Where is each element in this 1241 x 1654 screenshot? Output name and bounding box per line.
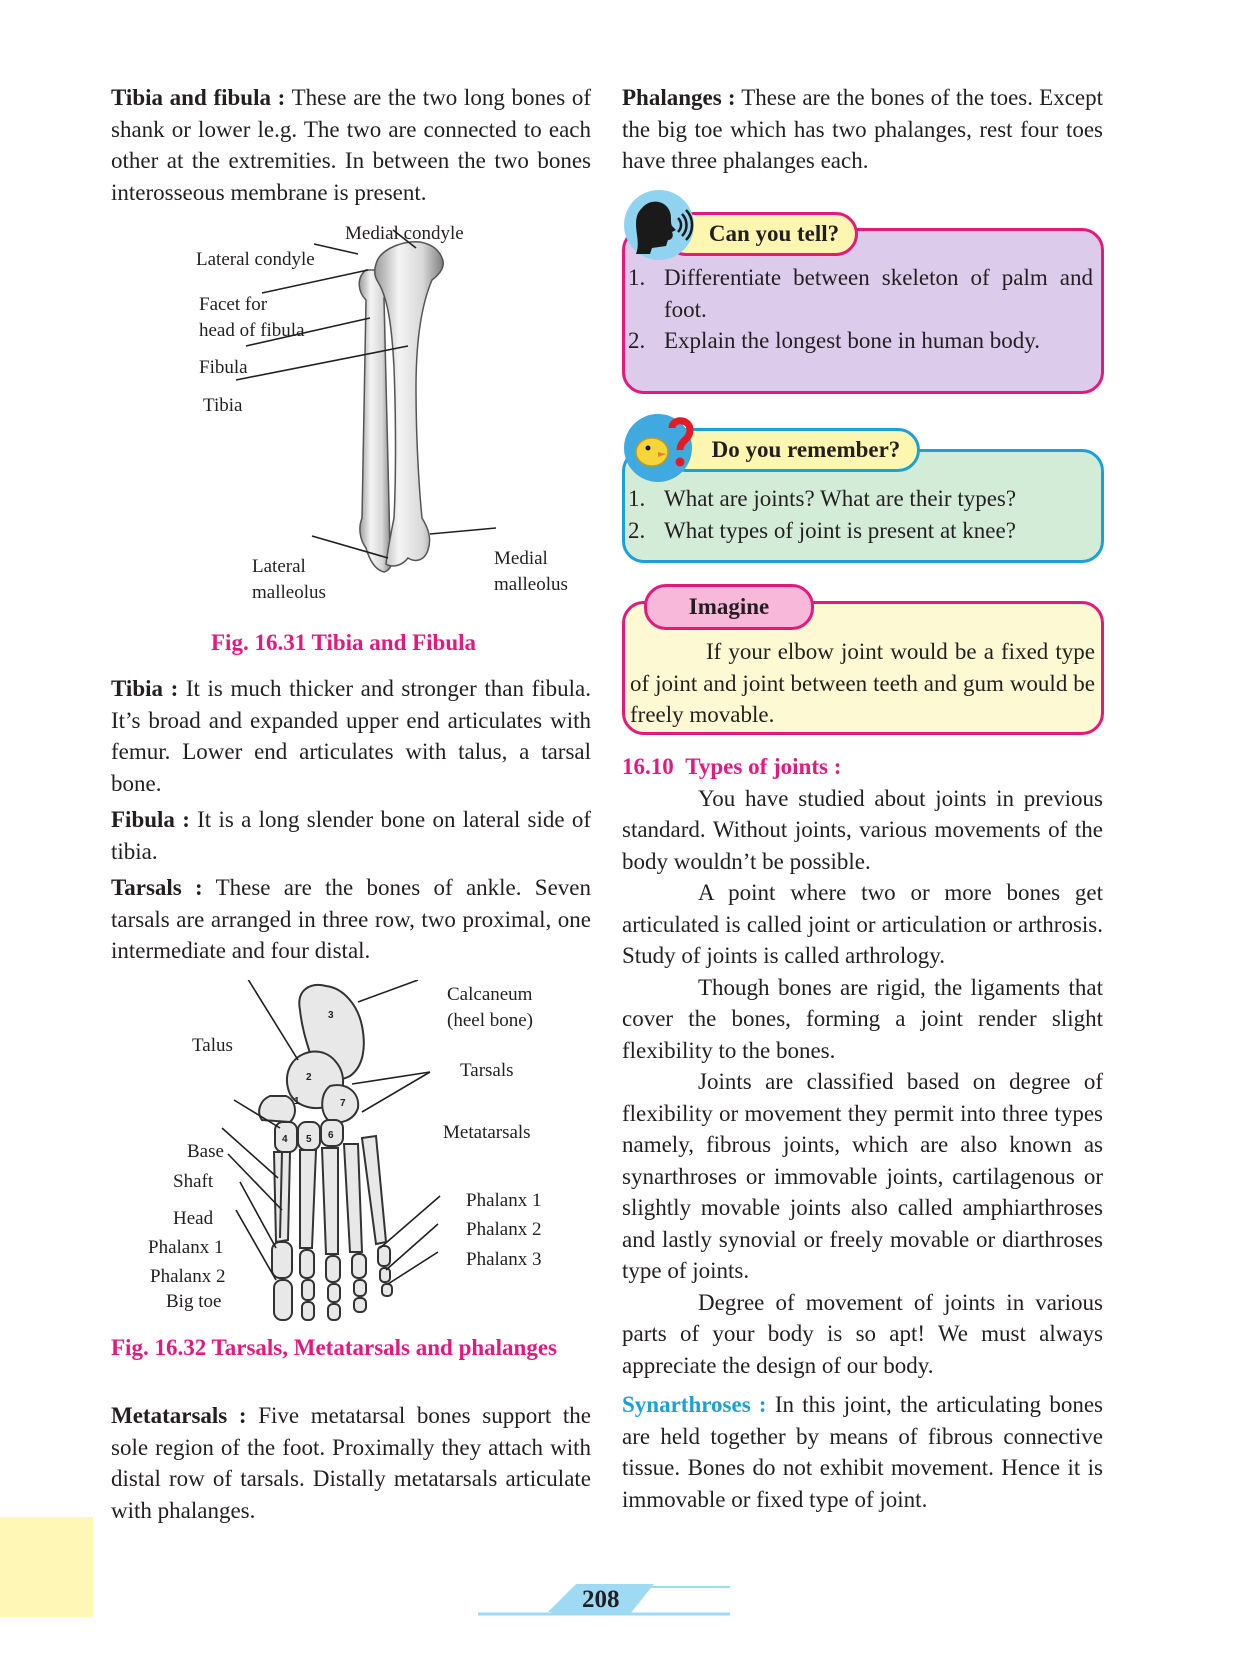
section-paragraph-1: You have studied about joints in previous standard. Without joints, various movements of the body wouldn’t be possible. <box>622 785 1103 874</box>
speaking-head-icon <box>622 188 696 262</box>
paragraph-tarsals: Tarsals : These are the bones of ankle. Seven tarsals are arranged in three row, two proximal, one intermediate and four distal. <box>111 875 591 963</box>
section-heading: 16.10 Types of joints : <box>622 754 842 779</box>
term-tibia-fibula: Tibia and fibula : <box>111 85 286 110</box>
paragraph-tibia-fibula: Tibia and fibula : These are the two long bones of shank or lower le.g. The two are connected to each other at the extremities. In between the two bones interosseous membrane is present. <box>111 85 592 205</box>
label-tibia: Tibia <box>203 395 243 416</box>
bone-number: 7 <box>340 1098 346 1109</box>
bone-number: 2 <box>306 1072 312 1083</box>
bone-number: 6 <box>328 1130 334 1141</box>
label-calcaneum-2: (heel bone) <box>447 1010 533 1031</box>
paragraph-fibula: Fibula : It is a long slender bone on lateral side of tibia. <box>111 807 591 864</box>
label-fibula: Fibula <box>199 357 248 378</box>
figure-caption-16-32: Fig. 16.32 Tarsals, Metatarsals and phalanges <box>111 1335 557 1360</box>
section-paragraph-2: A point where two or more bones get articulated is called joint or articulation or arthrosis. Study of joints is called arthrology. <box>622 880 1103 968</box>
label-shaft: Shaft <box>173 1171 214 1192</box>
label-facet-line2: head of fibula <box>199 320 305 341</box>
label-calcaneum-1: Calcaneum <box>447 984 533 1005</box>
do-you-remember-tab <box>664 428 920 472</box>
paragraph-phalanges: Phalanges : These are the bones of the toes. Except the big toe which has two phalanges, rest four toes have three phalanges each. <box>622 85 1103 173</box>
section-paragraph-5: Degree of movement of joints in various parts of your body is so apt! We must always appreciate the design of our body. <box>622 1289 1103 1378</box>
bone-number: 3 <box>328 1010 334 1021</box>
imagine-tab <box>644 584 814 630</box>
label-medial-malleolus-1: Medial <box>494 548 548 569</box>
label-medial-condyle: Medial condyle <box>345 223 464 244</box>
label-phalanx-2-left: Phalanx 2 <box>150 1266 226 1287</box>
label-big-toe: Big toe <box>166 1291 222 1312</box>
paragraph-metatarsals: Metatarsals : Five metatarsal bones support the sole region of the foot. Proximally they attach with distal row of tarsals. Distally metatarsals articulate with phalanges. <box>111 1403 591 1523</box>
right-column-top <box>622 82 1103 177</box>
chick-question-icon <box>622 410 698 486</box>
bone-number: 1 <box>294 1096 300 1107</box>
label-phalanx-1-right: Phalanx 1 <box>466 1190 542 1211</box>
left-column-middle <box>111 673 591 967</box>
label-lateral-malleolus-2: malleolus <box>252 582 326 603</box>
label-head: Head <box>173 1208 214 1229</box>
label-tarsals: Tarsals <box>460 1060 514 1081</box>
label-base: Base <box>187 1141 224 1162</box>
list-item: 2. What types of joint is present at knee? <box>628 517 1016 543</box>
label-phalanx-1-left: Phalanx 1 <box>148 1237 224 1258</box>
imagine-title: Imagine <box>688 594 770 619</box>
left-column-bottom <box>111 1400 591 1526</box>
bone-number: 5 <box>306 1134 312 1145</box>
left-column-top <box>111 82 591 208</box>
fibula-bone <box>359 270 392 572</box>
label-phalanx-2-right: Phalanx 2 <box>466 1219 542 1240</box>
label-lateral-condyle: Lateral condyle <box>196 249 315 270</box>
section-paragraph-4: Joints are classified based on degree of flexibility or movement they permit into three types namely, fibrous joints, which are also known as synarthroses or immovable joints, cartilagenous or slightly movable joints also called amphiarthroses and lastly synovial or freely movable or diarthroses type of joints. <box>622 1069 1103 1283</box>
page-number: 208 <box>582 1586 620 1613</box>
paragraph-synarthroses: Synarthroses : In this joint, the articulating bones are held together by means of fibrous connective tissue. Bones do not exhibit movement. Hence it is immovable or fixed type of joint. <box>622 1392 1103 1512</box>
figure-caption-16-31: Fig. 16.31 Tibia and Fibula <box>211 630 477 655</box>
page-side-marker <box>0 1517 93 1617</box>
do-you-remember-list <box>628 483 1093 546</box>
list-item: 2. Explain the longest bone in human body. <box>628 328 1041 353</box>
label-facet-line1: Facet for <box>199 294 268 315</box>
list-item: 1. What are joints? What are their types? <box>628 486 1017 511</box>
imagine-text: If your elbow joint would be a fixed type of joint and joint between teeth and gum would be freely movable. <box>630 639 1095 727</box>
do-you-remember-title: Do you remember? <box>711 437 901 462</box>
right-column-section <box>622 751 1103 1515</box>
bone-number: 4 <box>282 1134 288 1145</box>
section-paragraph-3: Though bones are rigid, the ligaments that cover the bones, forming a joint render slight flexibility to the bones. <box>622 974 1103 1063</box>
list-item: 1. Differentiate between skeleton of palm and foot. <box>628 265 1093 322</box>
can-you-tell-title: Can you tell? <box>708 221 840 246</box>
label-metatarsals: Metatarsals <box>443 1122 531 1143</box>
label-medial-malleolus-2: malleolus <box>494 574 568 595</box>
label-talus: Talus <box>192 1035 233 1056</box>
can-you-tell-list <box>628 262 1093 357</box>
label-lateral-malleolus-1: Lateral <box>252 556 306 577</box>
label-phalanx-3-right: Phalanx 3 <box>466 1249 542 1270</box>
paragraph-tibia: Tibia : It is much thicker and stronger than fibula. It’s broad and expanded upper end articulates with femur. Lower end articulates with talus, a tarsal bone. <box>111 676 592 796</box>
